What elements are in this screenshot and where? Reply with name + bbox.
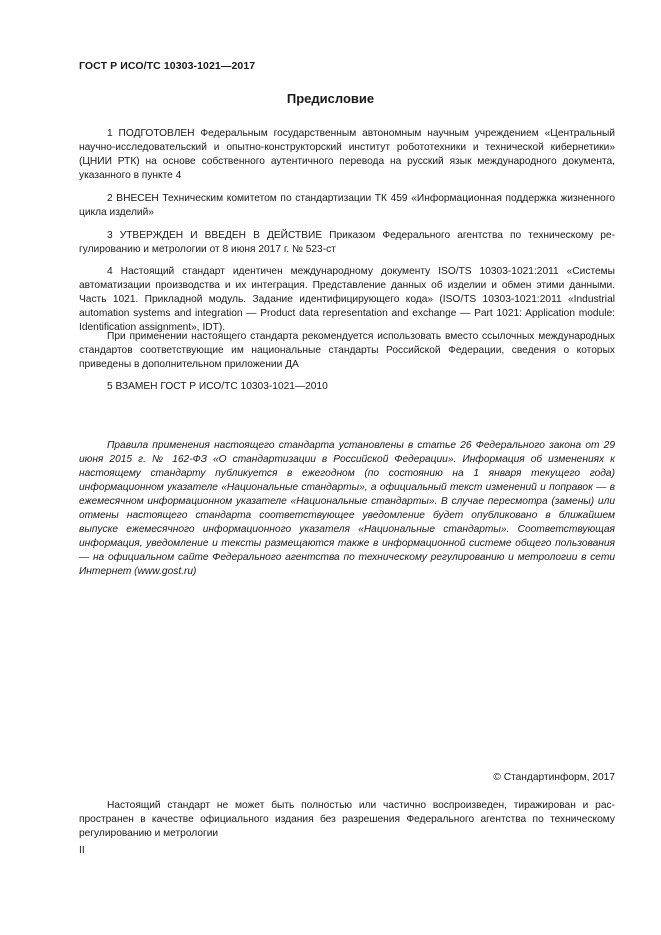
paragraph-3: 3 УТВЕРЖДЕН И ВВЕДЕН В ДЕЙСТВИЕ Приказом Федерального агентства по техническому регулированию и метрологии от 8 июня 2017 г. № 523-ст [79,230,615,255]
document-header: ГОСТ Р ИСО/ТС 10303-1021—2017 [79,60,256,72]
paragraph-1: 1 ПОДГОТОВЛЕН Федеральным государственным автономным научным учреждением «Центральный научно-исследовательский и опытно-конструкторский институт робототехники и технической кибернетики» (ЦНИИ РТК) на основе собственного аутентичного перевода на русский язык международного документа, указанного в пункте 4 [79,128,615,181]
paragraph-4: 4 Настоящий стандарт идентичен международному документу ISO/TS 10303-1021:2011 «Системы автоматизации производства и их интеграция. Представление данных об изделии и обмен этими данными. Часть 1021. Прикладной модуль. Задание идентифицирующего кода» (ISO/TS 10303-1021:2011 «Industrial automation systems and integration — Product data representation and exchange — Part 1021: Application module: Identification assignment», IDT). [79,266,615,333]
page-number: II [79,845,85,856]
paragraph-2: 2 ВНЕСЕН Техническим комитетом по стандартизации ТК 459 «Информационная поддержка жизненного цикла изделий» [79,193,615,218]
page-title: Предисловие [286,91,375,106]
reproduction-notice: Настоящий стандарт не может быть полностью или частично воспроизведен, тиражирован и распространен в качестве официального издания без разрешения Федерального агентства по техническому регулированию и метрологии [79,800,615,839]
rules-notice: Правила применения настоящего стандарта установлены в статье 26 Федерального закона от 29 июня 2015 г. № 162-ФЗ «О стандартизации в Российской Федерации». Информация об изменениях к настоящему стандарту публикуется в ежегодном (по состоянию на 1 января текущего года) информационном указателе «Национальные стандарты», а официальный текст изменений и поправок — в ежемесячном информационном указателе «Национальные стандарты». В случае пересмотра (замены) или отмены настоящего стандарта соответствующее уведомление будет опубликовано в ближайшем выпуске ежемесячного информационного указателя «Национальные стандарты». Соответствующая информация, уведомление и тексты размещаются также в информационной системе общего пользования — на официальном сайте Федерального агентства по техническому регулированию и метрологии в сети Интернет (www.gost.ru) [79,440,615,577]
paragraph-5: 5 ВЗАМЕН ГОСТ Р ИСО/ТС 10303-1021—2010 [107,381,328,392]
paragraph-4-note: При применении настоящего стандарта рекомендуется использовать вместо ссылочных международных стандартов соответствующие им национальные стандарты Российской Федерации, сведения о которых приведены в дополнительном приложении ДА [79,331,615,370]
copyright: © Стандартинформ, 2017 [493,772,615,783]
